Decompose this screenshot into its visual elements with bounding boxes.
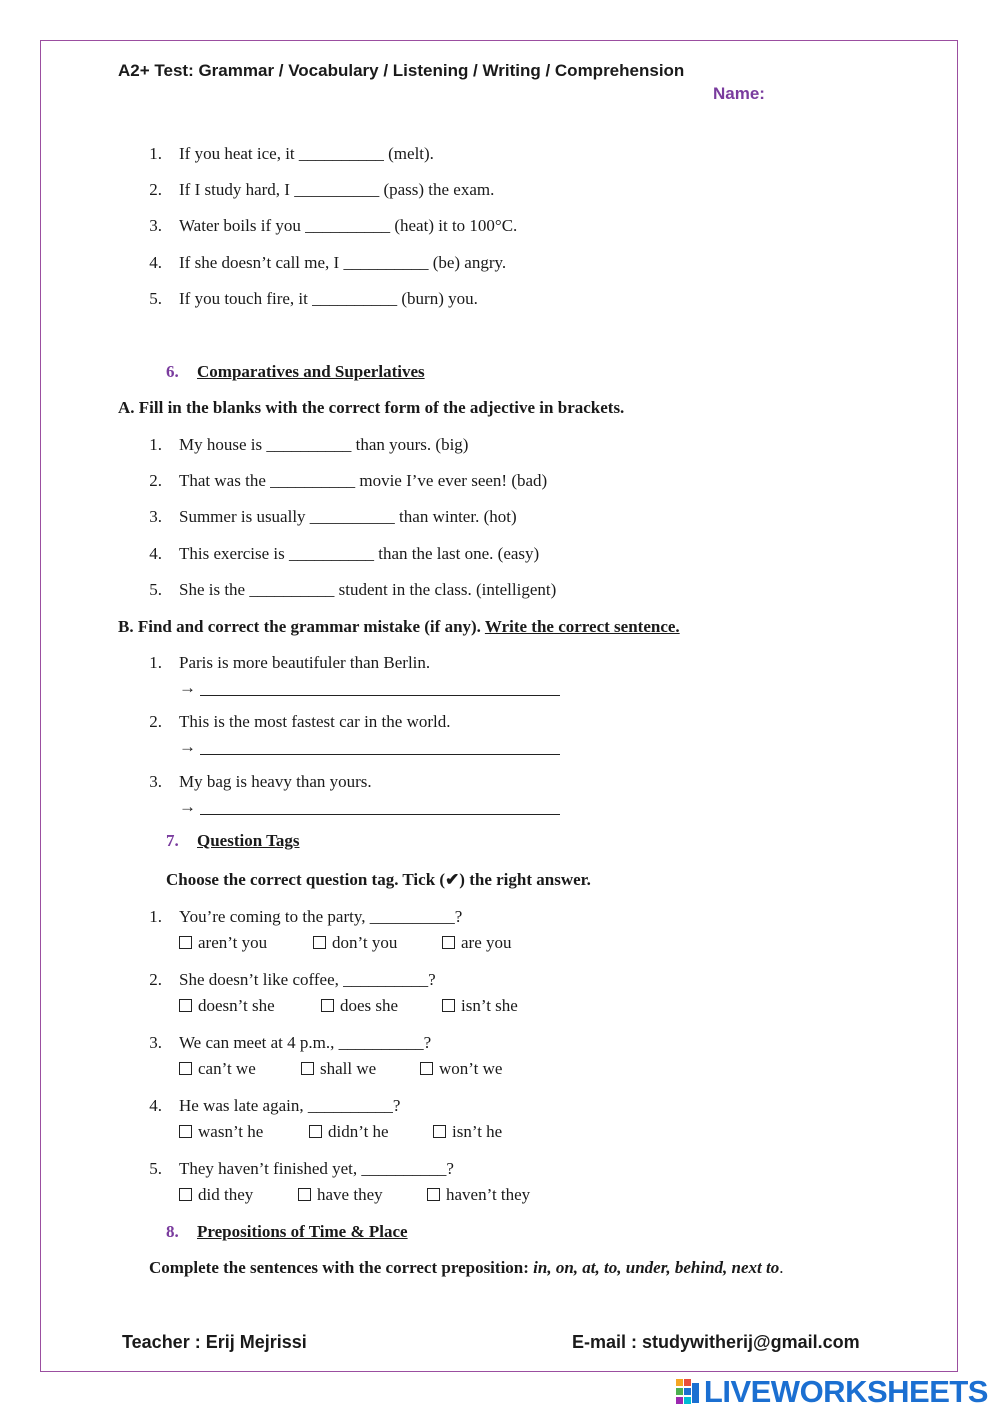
option-checkbox[interactable]: don’t you [313, 933, 397, 953]
checkbox-icon [179, 936, 192, 949]
answer-line[interactable] [200, 740, 560, 755]
section-8-instruction: Complete the sentences with the correct preposition: in, on, at, to, under, behind, next to. [149, 1258, 784, 1277]
option-checkbox[interactable]: have they [298, 1185, 383, 1205]
option-checkbox[interactable]: are you [442, 933, 512, 953]
checkbox-icon [313, 936, 326, 949]
arrow-icon: → [179, 737, 196, 756]
teacher-name: Teacher : Erij Mejrissi [122, 1332, 307, 1352]
test-title: A2+ Test: Grammar / Vocabulary / Listening / Writing / Comprehension [118, 61, 685, 80]
option-checkbox[interactable]: won’t we [420, 1059, 502, 1079]
section-6-title: Comparatives and Superlatives [197, 362, 425, 381]
checkbox-icon [301, 1062, 314, 1075]
checkbox-icon [179, 1062, 192, 1075]
section-6-part-a-instruction: A. Fill in the blanks with the correct form of the adjective in brackets. [118, 398, 625, 417]
checkbox-icon [321, 999, 334, 1012]
arrow-icon: → [179, 678, 196, 697]
section-8-number: 8. [166, 1222, 179, 1241]
page-frame [40, 40, 958, 1372]
checkbox-icon [179, 999, 192, 1012]
section-7-title: Question Tags [197, 831, 300, 850]
liveworksheets-logo[interactable]: LIVEWORKSHEETS [676, 1374, 988, 1410]
option-checkbox[interactable]: doesn’t she [179, 996, 275, 1016]
section-6-part-b-instruction: B. Find and correct the grammar mistake (if any). Write the correct sentence. [118, 617, 680, 636]
option-checkbox[interactable]: did they [179, 1185, 253, 1205]
arrow-icon: → [179, 797, 196, 816]
option-checkbox[interactable]: didn’t he [309, 1122, 389, 1142]
checkbox-icon [179, 1188, 192, 1201]
checkbox-icon [179, 1125, 192, 1138]
option-checkbox[interactable]: does she [321, 996, 398, 1016]
option-checkbox[interactable]: haven’t they [427, 1185, 530, 1205]
checkbox-icon [298, 1188, 311, 1201]
checkbox-icon [427, 1188, 440, 1201]
option-checkbox[interactable]: wasn’t he [179, 1122, 263, 1142]
checkbox-icon [420, 1062, 433, 1075]
option-checkbox[interactable]: can’t we [179, 1059, 256, 1079]
teacher-email: E-mail : studywitherij@gmail.com [572, 1332, 860, 1352]
section-6-number: 6. [166, 362, 179, 381]
preposition-list: in, on, at, to, under, behind, next to [533, 1258, 780, 1277]
checkbox-icon [442, 936, 455, 949]
option-checkbox[interactable]: isn’t he [433, 1122, 502, 1142]
liveworksheets-icon [676, 1379, 700, 1405]
option-checkbox[interactable]: isn’t she [442, 996, 518, 1016]
answer-line[interactable] [200, 681, 560, 696]
option-checkbox[interactable]: shall we [301, 1059, 376, 1079]
section-8-title: Prepositions of Time & Place [197, 1222, 408, 1241]
section-7-number: 7. [166, 831, 179, 850]
checkbox-icon [433, 1125, 446, 1138]
checkbox-icon [309, 1125, 322, 1138]
section-7-instruction: Choose the correct question tag. Tick (✔) the right answer. [166, 870, 591, 889]
answer-line[interactable] [200, 800, 560, 815]
name-label: Name: [713, 84, 765, 103]
option-checkbox[interactable]: aren’t you [179, 933, 267, 953]
checkbox-icon [442, 999, 455, 1012]
